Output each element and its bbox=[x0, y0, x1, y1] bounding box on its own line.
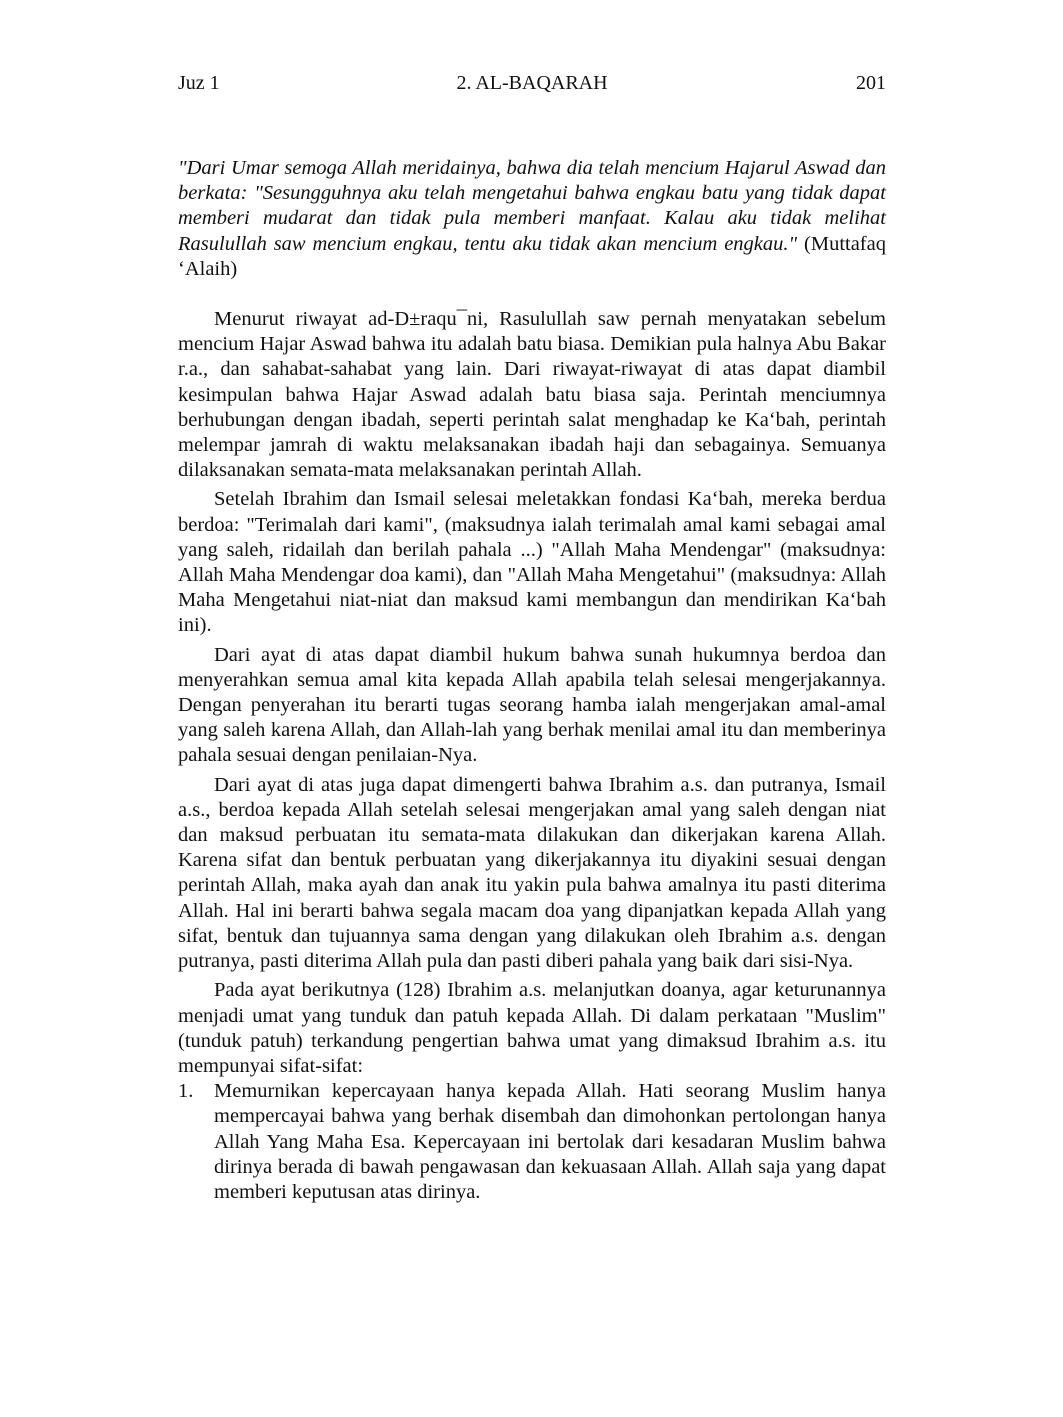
paragraph: Pada ayat berikutnya (128) Ibrahim a.s. melanjutkan doanya, agar keturunannya menjadi umat yang tunduk dan patuh kepada Allah. Di dalam perkataan "Muslim" (tunduk patuh) terkandung pengertian bahwa umat yang dimaksud Ibrahim a.s. itu mempunyai sifat-sifat: bbox=[178, 979, 886, 1077]
page-body bbox=[178, 156, 886, 1205]
list-item bbox=[178, 1079, 886, 1205]
hadith-quote bbox=[178, 156, 886, 282]
paragraph: Dari ayat di atas juga dapat dimengerti bahwa Ibrahim a.s. dan putranya, Ismail a.s., berdoa kepada Allah setelah selesai mengerjakan amal yang saleh dengan niat dan maksud perbuatan itu semata-mata dilakukan dan dikerjakan karena Allah. Karena sifat dan bentuk perbuatan yang dikerjakannya itu diyakini sesuai dengan perintah Allah, maka ayah dan anak itu yakin pula bahwa amalnya itu pasti diterima Allah. Hal ini berarti bahwa segala macam doa yang dipanjatkan kepada Allah yang sifat, bentuk dan tujuannya sama dengan yang dilakukan oleh Ibrahim a.s. dengan putranya, pasti diterima Allah pula dan pasti diberi pahala yang baik dari sisi-Nya. bbox=[178, 773, 886, 973]
list-item-text: Memurnikan kepercayaan hanya kepada Allah. Hati seorang Muslim hanya mempercayai bahwa yang berhak disembah dan dimohonkan pertolongan hanya Allah Yang Maha Esa. Kepercayaan ini bertolak dari kesadaran Muslim bahwa dirinya berada di bawah pengawasan dan kekuasaan Allah. Allah saja yang dapat memberi keputusan atas dirinya. bbox=[214, 1080, 886, 1203]
quote-text: "Dari Umar semoga Allah meridainya, bahwa dia telah mencium Hajarul Aswad dan berkata: "Sesungguhnya aku telah mengetahui bahwa engkau batu yang tidak dapat memberi mudarat dan tidak pula memberi manfaat. Kalau aku tidak melihat Rasulullah saw mencium engkau, tentu aku tidak akan mencium engkau." bbox=[178, 157, 886, 255]
list-number: 1. bbox=[178, 1080, 194, 1103]
paragraph: Dari ayat di atas dapat diambil hukum bahwa sunah hukumnya berdoa dan menyerahkan semua amal kita kepada Allah apabila telah selesai mengerjakannya. Dengan penyerahan itu berarti tugas seorang hamba ialah mengerjakan amal-amal yang saleh karena Allah, dan Allah-lah yang berhak menilai amal itu dan memberinya pahala sesuai dengan penilaian-Nya. bbox=[178, 643, 886, 767]
numbered-list bbox=[178, 1079, 886, 1205]
paragraph: Setelah Ibrahim dan Ismail selesai meletakkan fondasi Ka‘bah, mereka berdua berdoa: "Terimalah dari kami", (maksudnya ialah terimalah amal kami sebagai amal yang saleh, ridailah dan berilah pahala ...) "Allah Maha Mendengar" (maksudnya: Allah Maha Mendengar doa kami), dan "Allah Maha Mengetahui" (maksudnya: Allah Maha Mengetahui niat-niat dan maksud kami membangun dan mendirikan Ka‘bah ini). bbox=[178, 488, 886, 637]
paragraph: Menurut riwayat ad-D±raqu¯ni, Rasulullah saw pernah menyatakan sebelum mencium Hajar Aswad bahwa itu adalah batu biasa. Demikian pula halnya Abu Bakar r.a., dan sahabat-sahabat yang lain. Dari riwayat-riwayat di atas dapat diambil kesimpulan bahwa Hajar Aswad adalah batu biasa saja. Perintah menciumnya berhubungan dengan ibadah, seperti perintah salat menghadap ke Ka‘bah, perintah melempar jamrah di waktu melaksanakan ibadah haji dan sebagainya. Semuanya dilaksanakan semata-mata melaksanakan perintah Allah. bbox=[178, 308, 886, 482]
page-number: 201 bbox=[856, 72, 886, 94]
surah-title: 2. AL-BAQARAH bbox=[456, 72, 608, 94]
quote-source: (Muttafaq ‘Alaih) bbox=[178, 232, 886, 280]
page-header bbox=[178, 72, 886, 100]
juz-label: Juz 1 bbox=[178, 72, 220, 94]
